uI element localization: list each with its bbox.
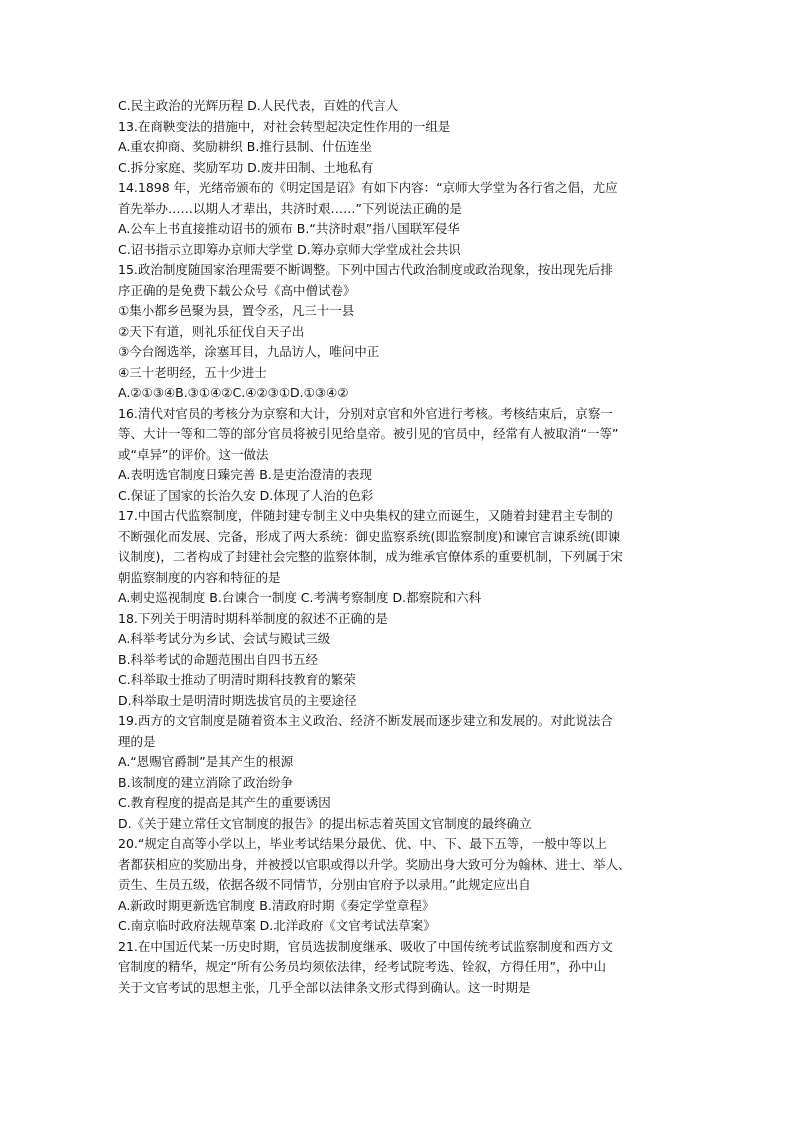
text-line: 17.中国古代监察制度，伴随封建专制主义中央集权的建立而诞生，又随着封建君主专制的 [118, 508, 613, 523]
text-line: D.科举取士是明清时期选拔官员的主要途径 [118, 692, 357, 708]
text-line: 官制度的精华，规定“所有公务员均须依法律，经考试院考选、铨叙，方得任用”，孙中山 [118, 959, 606, 974]
text-line: ①集小都乡邑聚为县，置令丞，凡三十一县 [118, 303, 355, 318]
text-line: 朝监察制度的内容和特征的是 [118, 569, 281, 585]
text-line: ④三十老明经，五十少进士 [118, 364, 267, 380]
text-line: A.新政时期更新选官制度 B.清政府时期《奏定学堂章程》 [118, 897, 435, 913]
text-line: 13.在商鞅变法的措施中，对社会转型起决定性作用的一组是 [118, 118, 451, 134]
text-line: A.“恩赐官爵制”是其产生的根源 [118, 754, 294, 769]
text-line: 14.1898 年，光绪帝颁布的《明定国是诏》有如下内容：“京师大学堂为各行省之倡，尤应 [118, 180, 618, 195]
text-line: C.南京临时政府法规草案 D.北洋政府《文官考试法草案》 [118, 918, 436, 933]
text-line: ③今台阁选举，涂塞耳目，九品访人，唯问中正 [118, 344, 380, 359]
text-line: ②天下有道，则礼乐征伐自天子出 [118, 323, 305, 339]
text-line: 21.在中国近代某一历史时期，官员选拔制度继承、吸收了中国传统考试监察制度和西方文 [118, 938, 613, 954]
text-line: B.科举考试的命题范围出自四书五经 [118, 651, 319, 667]
text-line: C.教育程度的提高是其产生的重要诱因 [118, 795, 331, 810]
text-line: 关于文官考试的思想主张，几乎全部以法律条文形式得到确认。这一时期是 [118, 979, 531, 995]
text-line: 者都获相应的奖励出身，并被授以官职或得以升学。奖励出身大致可分为翰林、进士、举人、 [118, 856, 631, 872]
text-line: 等、大计一等和二等的部分官员将被引见给皇帝。被引见的官员中，经常有人被取消“一等” [118, 426, 619, 441]
text-line: A.科举考试分为乡试、会试与殿试三级 [118, 631, 331, 646]
text-line: 序正确的是免费下载公众号《高中僧试卷》 [118, 282, 356, 298]
text-line: A.公车上书直接推动诏书的颁布 B.“共济时艰”指八国联军侵华 [118, 221, 460, 236]
text-line: 或“卓异”的评价。这一做法 [118, 446, 269, 462]
text-line: D.《关于建立常任文官制度的报告》的提出标志着英国文官制度的最终确立 [118, 815, 532, 831]
text-line: 首先举办……以期人才辈出，共济时艰……”下列说法正确的是 [118, 200, 462, 216]
text-line: 20.“规定自高等小学以上，毕业考试结果分最优、优、中、下、最下五等，一般中等以上 [118, 836, 607, 851]
text-line: A.刺史巡视制度 B.台谏合一制度 C.考满考察制度 D.都察院和六科 [118, 590, 482, 605]
text-line: C.科举取士推动了明清时期科技教育的繁荣 [118, 672, 356, 687]
text-line: C.保证了国家的长治久安 D.体现了人治的色彩 [118, 487, 374, 503]
text-line: 理的是 [118, 733, 156, 749]
text-line: 18.下列关于明清时期科举制度的叙述不正确的是 [118, 610, 388, 626]
text-line: C.拆分家庭、奖励军功 D.废井田制、土地私有 [118, 159, 374, 175]
text-line: 19.西方的文官制度是随着资本主义政治、经济不断发展而逐步建立和发展的。对此说法合 [118, 713, 613, 728]
text-line: B.该制度的建立消除了政治纷争 [118, 774, 294, 790]
text-line: 议制度)，二者构成了封建社会完整的监察体制，成为维承官僚体系的重要机制，下列属于宋 [118, 549, 623, 564]
text-line: A.重农抑商、奖励耕织 B.推行县制、什伍连坐 [118, 139, 372, 154]
text-line: C.诏书指示立即筹办京师大学堂 D.筹办京师大学堂成社会共识 [118, 241, 461, 257]
document-body [118, 96, 690, 998]
text-line: A.②①③④B.③①④②C.④②③①D.①③④② [118, 385, 349, 400]
text-line: 16.清代对官员的考核分为京察和大计，分别对京官和外官进行考核。考核结束后，京察一 [118, 405, 613, 421]
text-line: 贡生、生员五级，依据各级不同情节，分别由官府予以录用。”此规定应出自 [118, 877, 531, 892]
text-line: 不断强化而发展、完备，形成了两大系统：御史监察系统(即监察制度)和谏官言谏系统(即谏 [118, 528, 621, 544]
text-line: C.民主政治的光辉历程 D.人民代表，百姓的代言人 [118, 98, 399, 113]
text-line: A.表明选官制度日臻完善 B.是吏治澄清的表现 [118, 467, 372, 482]
text-line: 15.政治制度随国家治理需要不断调整。下列中国古代政治制度或政治现象，按出现先后排 [118, 262, 613, 277]
